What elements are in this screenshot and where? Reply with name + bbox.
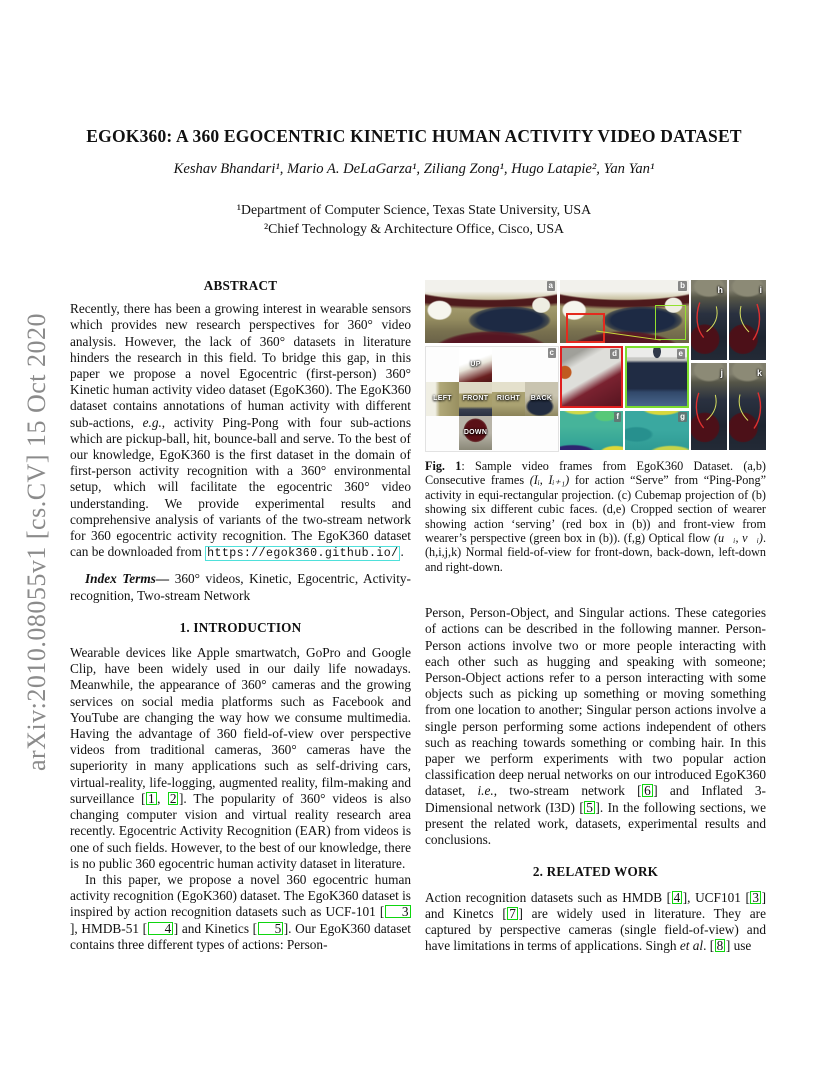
citation-ref[interactable]: 7 [509, 905, 516, 921]
intro-paragraph-1 [70, 645, 411, 872]
arxiv-stamp: arXiv:2010.08055v1 [cs.CV] 15 Oct 2020 [22, 312, 51, 772]
panel-label-f: f [616, 412, 619, 421]
text-segment: Recently, there has been a growing interest in wearable sensors which provides new research perspectives for 360° video analysis. However, the lack of 360° datasets in literature hinders the research in this field. To bridge this gap, in this paper we propose a novel Egocentric (first-person) 360° Kinetic human activity video dataset (EgoK360). The EgoK360 dataset contains annotations of human activity with different sub-actions, [70, 301, 411, 430]
figure-panel-g-optical-flow [625, 411, 689, 450]
text-segment: . (h,i,j,k) Normal field-of-view for front-down, back-down, left-down and right-down. [425, 531, 767, 574]
figure-panel-c-cubemap [425, 346, 559, 452]
text-segment: ]. In the following sections, we present the related work, datasets, experimental results and conclusions. [425, 799, 766, 848]
citation-ref[interactable]: 3 [752, 889, 760, 905]
text-segment: ]. The popularity of 360° videos is also changing computer vision and virtual reality research area recently. Egocentric Activity Recognition (EAR) from videos is one of such fields. However, to the best of our knowledge, there is no public 360 egocentric human activity dataset in literature. [70, 790, 411, 871]
panel-label-i: i [759, 285, 762, 295]
figure-panel-j [691, 363, 727, 450]
text-segment: (Iᵢ, Iᵢ₊₁) [529, 473, 570, 488]
abstract-heading: ABSTRACT [203, 278, 278, 293]
citation-ref[interactable]: 5 [586, 799, 593, 815]
introduction-heading: 1. INTRODUCTION [179, 619, 302, 635]
right-column-paragraph [425, 605, 766, 848]
text-segment: 360° videos, Kinetic, Egocentric, Activity-recognition, Two-stream Network [70, 571, 411, 603]
text-segment: for action “Serve” from “Ping-Pong” activity in equi-rectangular projection. (c) Cubemap projection of (b) showing six different cubic faces. (d,e) Cropped section of wearer showing action ‘serving’ (red box in (b)) and front-view from wearer’s perspective (green box in (b)). (f,g) Optical flow [425, 473, 766, 546]
text-segment: ] are widely used in literature. They are captured by perspective cameras (single field-of-view) and have limitations in terms of applications. Singh [425, 905, 766, 954]
cubemap-label-front: FRONT [462, 394, 489, 402]
text-segment: (u⃗ᵢ, v⃗ᵢ) [713, 531, 763, 546]
citation-ref[interactable]: 3 [385, 905, 411, 918]
text-segment: , two-stream network [ [493, 783, 642, 799]
text-segment: Wearable devices like Apple smartwatch, GoPro and Google Clip, have been widely used in our daily life nowadays. Meanwhile, the appearance of 360° cameras and the growing services on social media platforms such as Facebook and YouTube are changing the way how we consume multimedia. Having the advantage of 360 field-of-view over perspective videos from traditional cameras, 360° cameras have the superiority in many applications such as self-driving cars, virtual-reality, life-logging, augmented reality, film-making and surveillance [ [70, 645, 411, 806]
paper-title: EGOK360: A 360 EGOCENTRIC KINETIC HUMAN ACTIVITY VIDEO DATASET [86, 126, 742, 146]
figure-panel-e [625, 346, 689, 408]
affiliation-2: ²Chief Technology & Architecture Office, Cisco, USA [264, 220, 564, 236]
red-crop-box [566, 313, 605, 343]
index-terms [70, 571, 411, 603]
authors-line: Keshav Bhandari¹, Mario A. DeLaGarza¹, Ziliang Zong¹, Hugo Latapie², Yan Yan¹ [173, 161, 655, 177]
text-segment: et al [679, 938, 704, 954]
citation-ref[interactable]: 4 [148, 922, 174, 935]
text-segment: , [157, 790, 168, 806]
text-segment: Index Terms— [85, 571, 170, 587]
panel-label-k: k [756, 368, 762, 378]
text-segment: i.e. [477, 783, 494, 799]
citation-ref[interactable]: 4 [673, 889, 681, 905]
text-segment: ] and Kinetcs [ [425, 889, 766, 921]
citation-ref[interactable]: 6 [644, 783, 651, 799]
panel-label-a: a [548, 281, 553, 290]
panel-label-e: e [678, 349, 683, 358]
cubemap-face-right [492, 382, 525, 416]
cubemap-face-up [459, 348, 492, 382]
text-segment: Person, Person-Object, and Singular actions. These categories of actions can be described in the following manner. Person-Person actions involve two or more people interacting with each other such as hugging and speaking with someone; Person-Object actions refer to a person interacting with some objects such as picking up something or moving something from one location to another; Singular person actions involve a single person performing some actions independent of others such as reaching towards something or combing hair. In this paper we perform experiments with two popular action classification deep nerual networks on our introduced EgoK360 dataset, [425, 605, 766, 799]
text-segment: , activity Ping-Pong with four sub-actions which are pickup-ball, hit, bounce-ball and serve. To the best of our knowledge, EgoK360 is the first dataset in the domain of first-person activity recognition with a 360° environmental setup, which will facilitate the egocentric 360° video understanding. We provide experimental results and comprehensive analysis of variants of the two-stream network for 360 egocentric activity recognition. The EgoK360 dataset can be downloaded from [70, 414, 411, 560]
cubemap-face-front [459, 382, 492, 416]
figure-panel-h [691, 280, 727, 360]
text-segment: ], UCF101 [ [682, 889, 750, 905]
figure-panel-f-optical-flow [560, 411, 623, 450]
cubemap-face-left [426, 382, 459, 416]
figure-panel-i [729, 280, 766, 360]
citation-ref[interactable]: 8 [716, 938, 724, 954]
text-segment: ] and Kinetics [ [173, 920, 258, 936]
affiliations [40, 201, 788, 238]
panel-label-j: j [720, 368, 723, 378]
related-work-heading: 2. RELATED WORK [532, 864, 659, 880]
intro-paragraph-2 [70, 872, 411, 953]
figure-panel-b [560, 280, 689, 343]
text-segment: Fig. 1 [425, 459, 462, 473]
cubemap-face-down [459, 416, 492, 450]
panel-label-c: c [549, 348, 554, 357]
flow-line [596, 331, 660, 341]
cubemap-face-back [525, 382, 558, 416]
cubemap-label-right: RIGHT [496, 394, 521, 402]
text-segment: : Sample video frames from EgoK360 Dataset. (a,b) Consecutive frames [425, 459, 766, 488]
cubemap-label-up: UP [470, 360, 481, 368]
text-segment: e.g. [142, 414, 162, 430]
figure-panel-k [729, 363, 766, 450]
figure-caption [425, 459, 766, 574]
panel-label-h: h [717, 285, 723, 295]
figure-1 [425, 280, 766, 450]
text-segment: . [400, 544, 404, 560]
citation-ref[interactable]: 5 [258, 922, 284, 935]
text-segment: ] and Inflated 3-Dimensional network (I3D) [ [425, 783, 766, 815]
figure-panel-d [560, 346, 623, 408]
affiliation-1: ¹Department of Computer Science, Texas State University, USA [236, 202, 592, 217]
abstract-paragraph [70, 301, 411, 562]
figure-panel-a [425, 280, 557, 343]
cubemap-label-left: LEFT [433, 394, 452, 402]
text-segment: ], HMDB-51 [ [70, 920, 148, 936]
text-segment: . [ [703, 938, 715, 954]
cubemap-label-back: BACK [530, 394, 553, 402]
citation-ref[interactable]: 2 [169, 790, 177, 806]
cubemap-label-down: DOWN [463, 428, 488, 436]
left-column [70, 278, 411, 953]
panel-label-g: g [680, 412, 685, 421]
panel-label-d: d [612, 349, 617, 358]
text-segment: Action recognition datasets such as HMDB [ [425, 889, 672, 905]
related-work-paragraph [425, 890, 766, 955]
green-crop-box [655, 305, 687, 340]
right-column [425, 280, 766, 954]
dataset-link[interactable]: https://egok360.github.io/ [207, 547, 399, 561]
citation-ref[interactable]: 1 [148, 790, 155, 806]
text-segment: ]. Our EgoK360 dataset contains three different types of actions: Person- [70, 920, 411, 952]
text-segment: In this paper, we propose a novel 360 egocentric human activity recognition (EgoK360) dataset. The EgoK360 dataset is inspired by action recognition datasets such as UCF-101 [ [70, 871, 411, 920]
panel-label-b: b [680, 281, 685, 290]
text-segment: ] use [725, 938, 752, 954]
